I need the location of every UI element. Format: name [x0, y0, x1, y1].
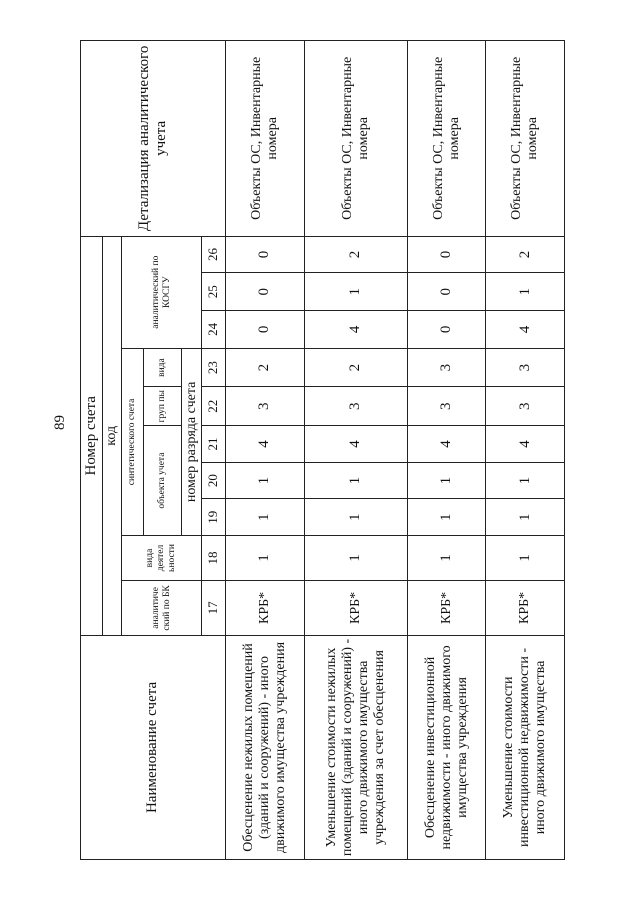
value-cell: 4: [486, 311, 565, 349]
value-cell: 1: [226, 499, 305, 536]
value-cell: 4: [226, 426, 305, 463]
header-analytic-kosgu: аналитический по КОСГУ: [122, 236, 202, 348]
value-cell: 2: [304, 236, 407, 273]
value-cell: 0: [226, 273, 305, 311]
kod-cell: КРБ*: [226, 580, 305, 635]
column-number: 24: [202, 311, 226, 349]
kod-cell: КРБ*: [407, 580, 486, 635]
column-number: 25: [202, 273, 226, 311]
header-activity-type: вида деятел ьности: [122, 536, 202, 581]
value-cell: 3: [226, 387, 305, 426]
value-cell: 2: [226, 348, 305, 387]
rotated-table-frame: [80, 40, 565, 860]
account-name-cell: Обесценение инвестиционной недвижимости - иного движимого имущества учреждения: [407, 635, 486, 859]
value-cell: 1: [407, 536, 486, 581]
value-cell: 1: [486, 273, 565, 311]
header-kind: вида: [144, 348, 182, 387]
table-row: [226, 41, 305, 860]
table-row: [407, 41, 486, 860]
header-row-1: [81, 41, 103, 860]
value-cell: 4: [304, 426, 407, 463]
page-number: 89: [52, 415, 68, 430]
column-number: 23: [202, 348, 226, 387]
value-cell: 2: [486, 236, 565, 273]
value-cell: 1: [486, 462, 565, 499]
value-cell: 4: [486, 426, 565, 463]
value-cell: 1: [226, 462, 305, 499]
value-cell: 1: [304, 499, 407, 536]
column-number: 22: [202, 387, 226, 426]
header-analytic-bk: аналитиче ский по БК: [122, 580, 202, 635]
value-cell: 0: [407, 236, 486, 273]
value-cell: 3: [407, 387, 486, 426]
account-name-cell: Уменьшение стоимости инвестиционной недвижимости - иного движимого имущества: [486, 635, 565, 859]
value-cell: 1: [304, 273, 407, 311]
value-cell: 3: [304, 387, 407, 426]
value-cell: 0: [226, 311, 305, 349]
value-cell: 1: [486, 536, 565, 581]
value-cell: 4: [304, 311, 407, 349]
value-cell: 4: [407, 426, 486, 463]
detail-cell: Объекты ОС, Инвентарные номера: [304, 41, 407, 237]
header-accounting-object: объекта учета: [144, 426, 182, 536]
value-cell: 1: [304, 462, 407, 499]
value-cell: 2: [304, 348, 407, 387]
value-cell: 1: [407, 462, 486, 499]
header-code: код: [103, 236, 122, 635]
value-cell: 1: [486, 499, 565, 536]
table-row: [304, 41, 407, 860]
kod-cell: КРБ*: [304, 580, 407, 635]
detail-cell: Объекты ОС, Инвентарные номера: [407, 41, 486, 237]
kod-cell: КРБ*: [486, 580, 565, 635]
value-cell: 1: [407, 499, 486, 536]
value-cell: 0: [407, 273, 486, 311]
header-detail: Детализация аналитического учета: [81, 41, 226, 237]
detail-cell: Объекты ОС, Инвентарные номера: [226, 41, 305, 237]
header-account-number: Номер счета: [81, 236, 103, 635]
value-cell: 3: [486, 387, 565, 426]
account-name-cell: Уменьшение стоимости нежилых помещений (зданий и сооружений) - иного движимого имущества учреждения за счет обесценения: [304, 635, 407, 859]
column-number: 21: [202, 426, 226, 463]
value-cell: 1: [304, 536, 407, 581]
account-name-cell: Обесценение нежилых помещений (зданий и сооружений) - иного движимого имущества учреждения: [226, 635, 305, 859]
table-row: [486, 41, 565, 860]
detail-cell: Объекты ОС, Инвентарные номера: [486, 41, 565, 237]
value-cell: 0: [407, 311, 486, 349]
header-group: груп пы: [144, 387, 182, 426]
column-number: 26: [202, 236, 226, 273]
header-account-name: Наименование счета: [81, 635, 226, 859]
column-number: 17: [202, 580, 226, 635]
column-number: 19: [202, 499, 226, 536]
value-cell: 3: [407, 348, 486, 387]
header-synthetic: синтетического счета: [122, 348, 144, 535]
column-number: 18: [202, 536, 226, 581]
column-number: 20: [202, 462, 226, 499]
header-digit-number: номер разряда счета: [182, 348, 202, 535]
account-table: [80, 40, 565, 860]
value-cell: 1: [226, 536, 305, 581]
value-cell: 0: [226, 236, 305, 273]
value-cell: 3: [486, 348, 565, 387]
